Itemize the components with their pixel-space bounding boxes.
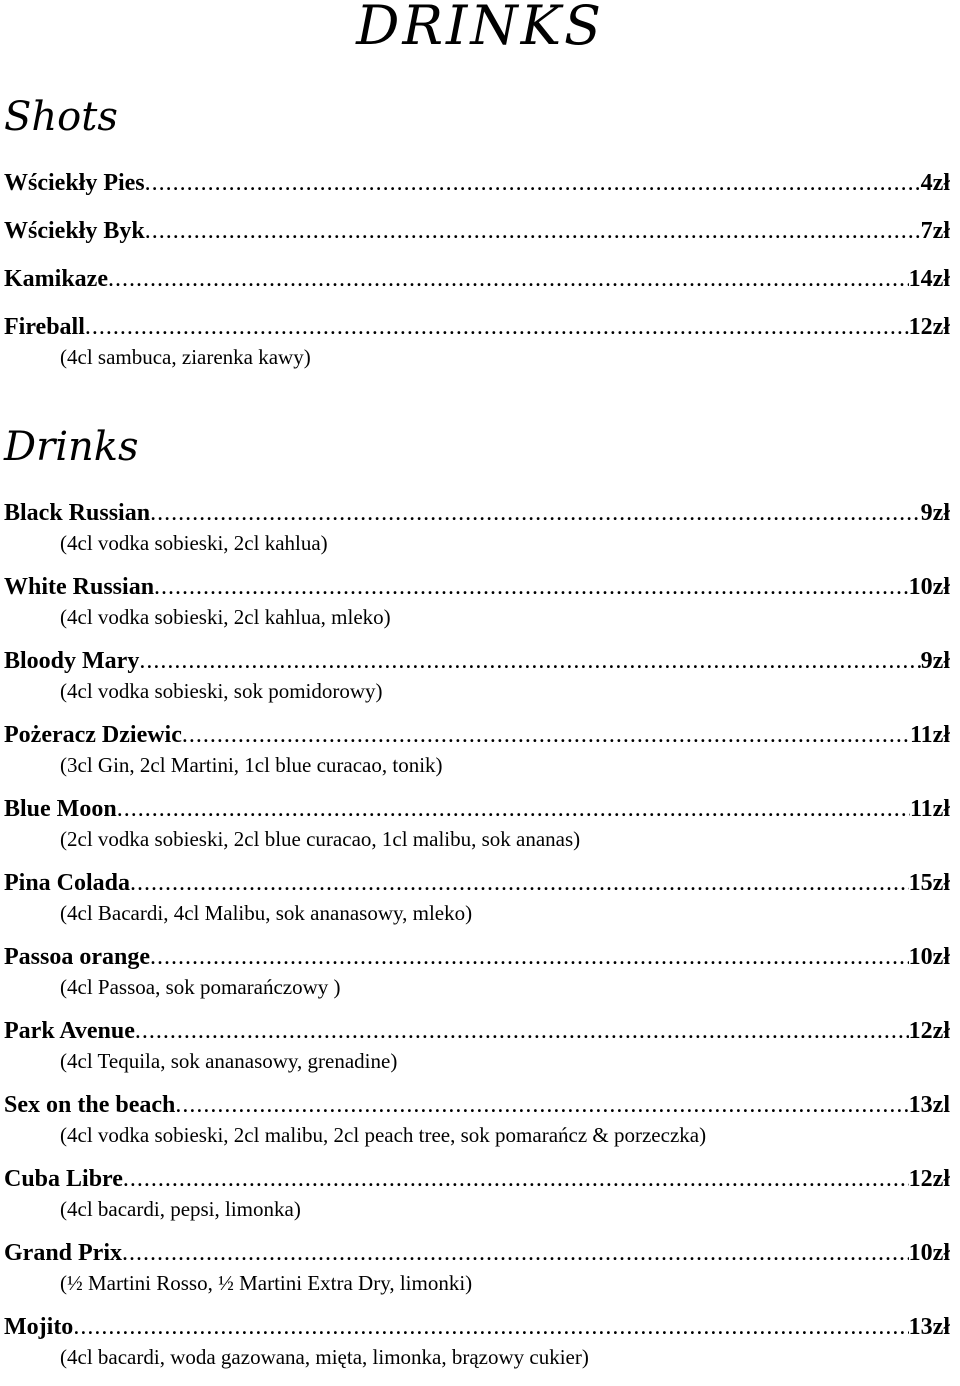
menu-item-name: Cuba Libre: [4, 1166, 123, 1192]
menu-item: [4, 1164, 950, 1238]
menu-item: [4, 262, 950, 296]
menu-item-description: (2cl vodka sobieski, 2cl blue curacao, 1cl malibu, sok ananas): [60, 827, 581, 851]
dot-leader: [150, 942, 909, 972]
dot-leader: [150, 498, 921, 528]
dot-leader: [130, 868, 909, 898]
dot-leader: [154, 572, 909, 602]
menu-item-name: Black Russian: [4, 500, 151, 526]
dot-leader: [122, 1238, 909, 1268]
menu-item-name: Park Avenue: [4, 1018, 135, 1044]
menu-item-description: (4cl Bacardi, 4cl Malibu, sok ananasowy, mleko): [60, 901, 473, 925]
menu-item-price: 11zł: [910, 796, 950, 822]
menu-item-row: [4, 720, 950, 750]
menu-item: [4, 1238, 950, 1312]
menu-item-name: Kamikaze: [4, 266, 108, 292]
dot-leader: [85, 310, 909, 344]
menu-item-row: [4, 1312, 950, 1342]
menu-item-row: [4, 1016, 950, 1046]
menu-item-row: [4, 1164, 950, 1194]
menu-item-price: 4zł: [920, 170, 950, 196]
menu-item-price: 7zł: [920, 218, 950, 244]
menu-item-description: (4cl vodka sobieski, 2cl kahlua): [60, 531, 328, 555]
menu-item: [4, 166, 950, 200]
dot-leader: [175, 1090, 908, 1120]
menu-item-description: (4cl vodka sobieski, sok pomidorowy): [60, 679, 383, 703]
menu-item-price: 12zł: [908, 314, 950, 340]
menu-item-row: [4, 868, 950, 898]
menu-item-description: (½ Martini Rosso, ½ Martini Extra Dry, limonki): [60, 1271, 473, 1295]
shots-list: [4, 166, 950, 376]
menu-item-description: (4cl Tequila, sok ananasowy, grenadine): [60, 1049, 398, 1073]
menu-item-price: 13zł: [908, 1314, 950, 1340]
menu-item-name: Fireball: [4, 314, 85, 340]
menu-item: [4, 1312, 950, 1386]
menu-item: [4, 310, 950, 376]
menu-item-row: [4, 310, 950, 344]
dot-leader: [145, 166, 921, 200]
menu-item-name: Mojito: [4, 1314, 74, 1340]
menu-item-name: Pina Colada: [4, 870, 131, 896]
menu-item-name: Pożeracz Dziewic: [4, 722, 182, 748]
menu-item-description: (4cl vodka sobieski, 2cl kahlua, mleko): [60, 605, 391, 629]
dot-leader: [139, 646, 920, 676]
menu-item: [4, 1016, 950, 1090]
dot-leader: [182, 720, 910, 750]
menu-item-price: 10zł: [908, 1240, 950, 1266]
menu-item-name: Grand Prix: [4, 1240, 122, 1266]
menu-item: [4, 868, 950, 942]
menu-item-row: [4, 1090, 950, 1120]
menu-item-row: [4, 498, 950, 528]
menu-item-name: Wściekły Byk: [4, 218, 145, 244]
dot-leader: [117, 794, 910, 824]
menu-item-name: Sex on the beach: [4, 1092, 176, 1118]
dot-leader: [123, 1164, 909, 1194]
dot-leader: [73, 1312, 908, 1342]
menu-item-name: Blue Moon: [4, 796, 117, 822]
menu-item-name: Wściekły Pies: [4, 170, 145, 196]
menu-item-price: 9zł: [920, 500, 950, 526]
menu-item-row: [4, 1238, 950, 1268]
menu-item-row: [4, 262, 950, 296]
menu-item-price: 9zł: [920, 648, 950, 674]
menu-item-price: 12zł: [908, 1166, 950, 1192]
menu-item-description: (4cl Passoa, sok pomarańczowy ): [60, 975, 341, 999]
drinks-list: [4, 498, 950, 1386]
menu-item-price: 15zł: [908, 870, 950, 896]
menu-item: [4, 214, 950, 248]
menu-item-price: 12zł: [908, 1018, 950, 1044]
menu-item-row: [4, 166, 950, 200]
menu-title: DRINKS: [356, 0, 604, 57]
menu-item-price: 11zł: [910, 722, 950, 748]
menu-item: [4, 498, 950, 572]
menu-item-row: [4, 942, 950, 972]
menu-item-name: White Russian: [4, 574, 155, 600]
menu-item-price: 10zł: [908, 944, 950, 970]
menu-item-name: Passoa orange: [4, 944, 150, 970]
dot-leader: [135, 1016, 909, 1046]
menu-item: [4, 720, 950, 794]
dot-leader: [145, 214, 921, 248]
menu-item: [4, 646, 950, 720]
menu-item-name: Bloody Mary: [4, 648, 140, 674]
menu-item: [4, 942, 950, 1016]
menu-item: [4, 794, 950, 868]
menu-item-description: (4cl bacardi, pepsi, limonka): [60, 1197, 301, 1221]
menu-item-row: [4, 214, 950, 248]
menu-item: [4, 572, 950, 646]
section-heading-shots: Shots: [4, 94, 118, 140]
dot-leader: [108, 262, 909, 296]
menu-item-row: [4, 794, 950, 824]
menu-item-description: (4cl sambuca, ziarenka kawy): [60, 345, 311, 369]
menu-item-description: (4cl vodka sobieski, 2cl malibu, 2cl peach tree, sok pomarańcz & porzeczka): [60, 1123, 707, 1147]
menu-item-description: (4cl bacardi, woda gazowana, mięta, limonka, brązowy cukier): [60, 1345, 589, 1369]
menu-item-row: [4, 572, 950, 602]
menu-item-description: (3cl Gin, 2cl Martini, 1cl blue curacao, tonik): [60, 753, 443, 777]
menu-item-price: 14zł: [908, 266, 950, 292]
menu-item: [4, 1090, 950, 1164]
section-heading-drinks: Drinks: [4, 424, 139, 470]
menu-item-price: 10zł: [908, 574, 950, 600]
menu-item-row: [4, 646, 950, 676]
menu-item-price: 13zl: [908, 1092, 950, 1118]
